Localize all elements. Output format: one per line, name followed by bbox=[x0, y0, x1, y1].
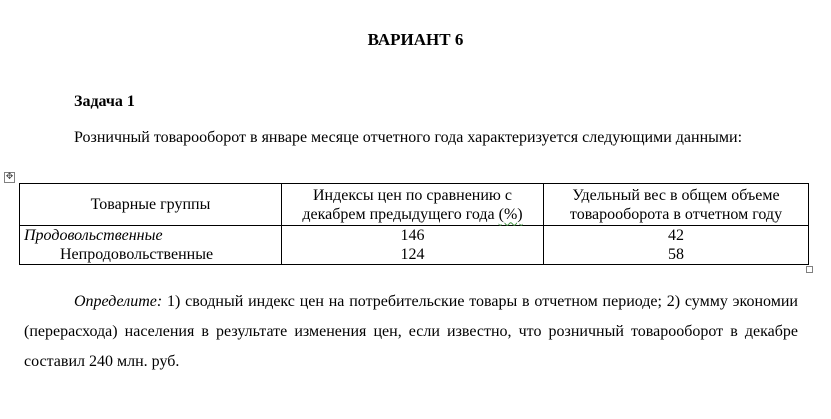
row-index-value: 146 bbox=[400, 227, 425, 244]
table-row bbox=[20, 226, 809, 265]
header-cell-share: Удельный вес в общем объеме товарооборота в отчетном году bbox=[544, 184, 809, 226]
table-header-row bbox=[20, 184, 809, 226]
row-share-cell bbox=[544, 226, 809, 265]
row-index-cell bbox=[282, 226, 544, 265]
row-share-value: 58 bbox=[668, 246, 684, 263]
row-group-label: Продовольственные bbox=[24, 227, 163, 244]
question-body: 1) сводный индекс цен на потребительские товары в отчетном периоде; 2) сумму экономии (перерасхода) населения в результате изменения цен, если известно, что розничный товарооборот в декабре составил 240 млн. руб. bbox=[24, 293, 798, 370]
intro-paragraph: Розничный товарооборот в январе месяце отчетного года характеризуется следующими данными: bbox=[74, 129, 743, 146]
header-price-index-text: Индексы цен по сравнению с декабрем предыдущего года bbox=[302, 186, 512, 223]
data-table bbox=[19, 183, 809, 265]
header-price-index-unit: (%) bbox=[498, 205, 523, 223]
table-resize-handle-icon[interactable] bbox=[806, 266, 813, 273]
page-title: ВАРИАНТ 6 bbox=[367, 30, 464, 49]
row-group-label: Непродовольственные bbox=[60, 246, 214, 263]
question-lead: Определите: bbox=[74, 293, 163, 310]
row-index-value: 124 bbox=[400, 246, 425, 263]
header-cell-group: Товарные группы bbox=[20, 184, 282, 226]
table-move-handle-icon[interactable]: ✥ bbox=[5, 172, 14, 182]
task-title: Задача 1 bbox=[74, 93, 135, 110]
question-paragraph bbox=[24, 287, 798, 377]
row-group-cell bbox=[20, 226, 282, 265]
header-cell-price-index bbox=[282, 184, 544, 226]
row-share-value: 42 bbox=[668, 227, 684, 244]
